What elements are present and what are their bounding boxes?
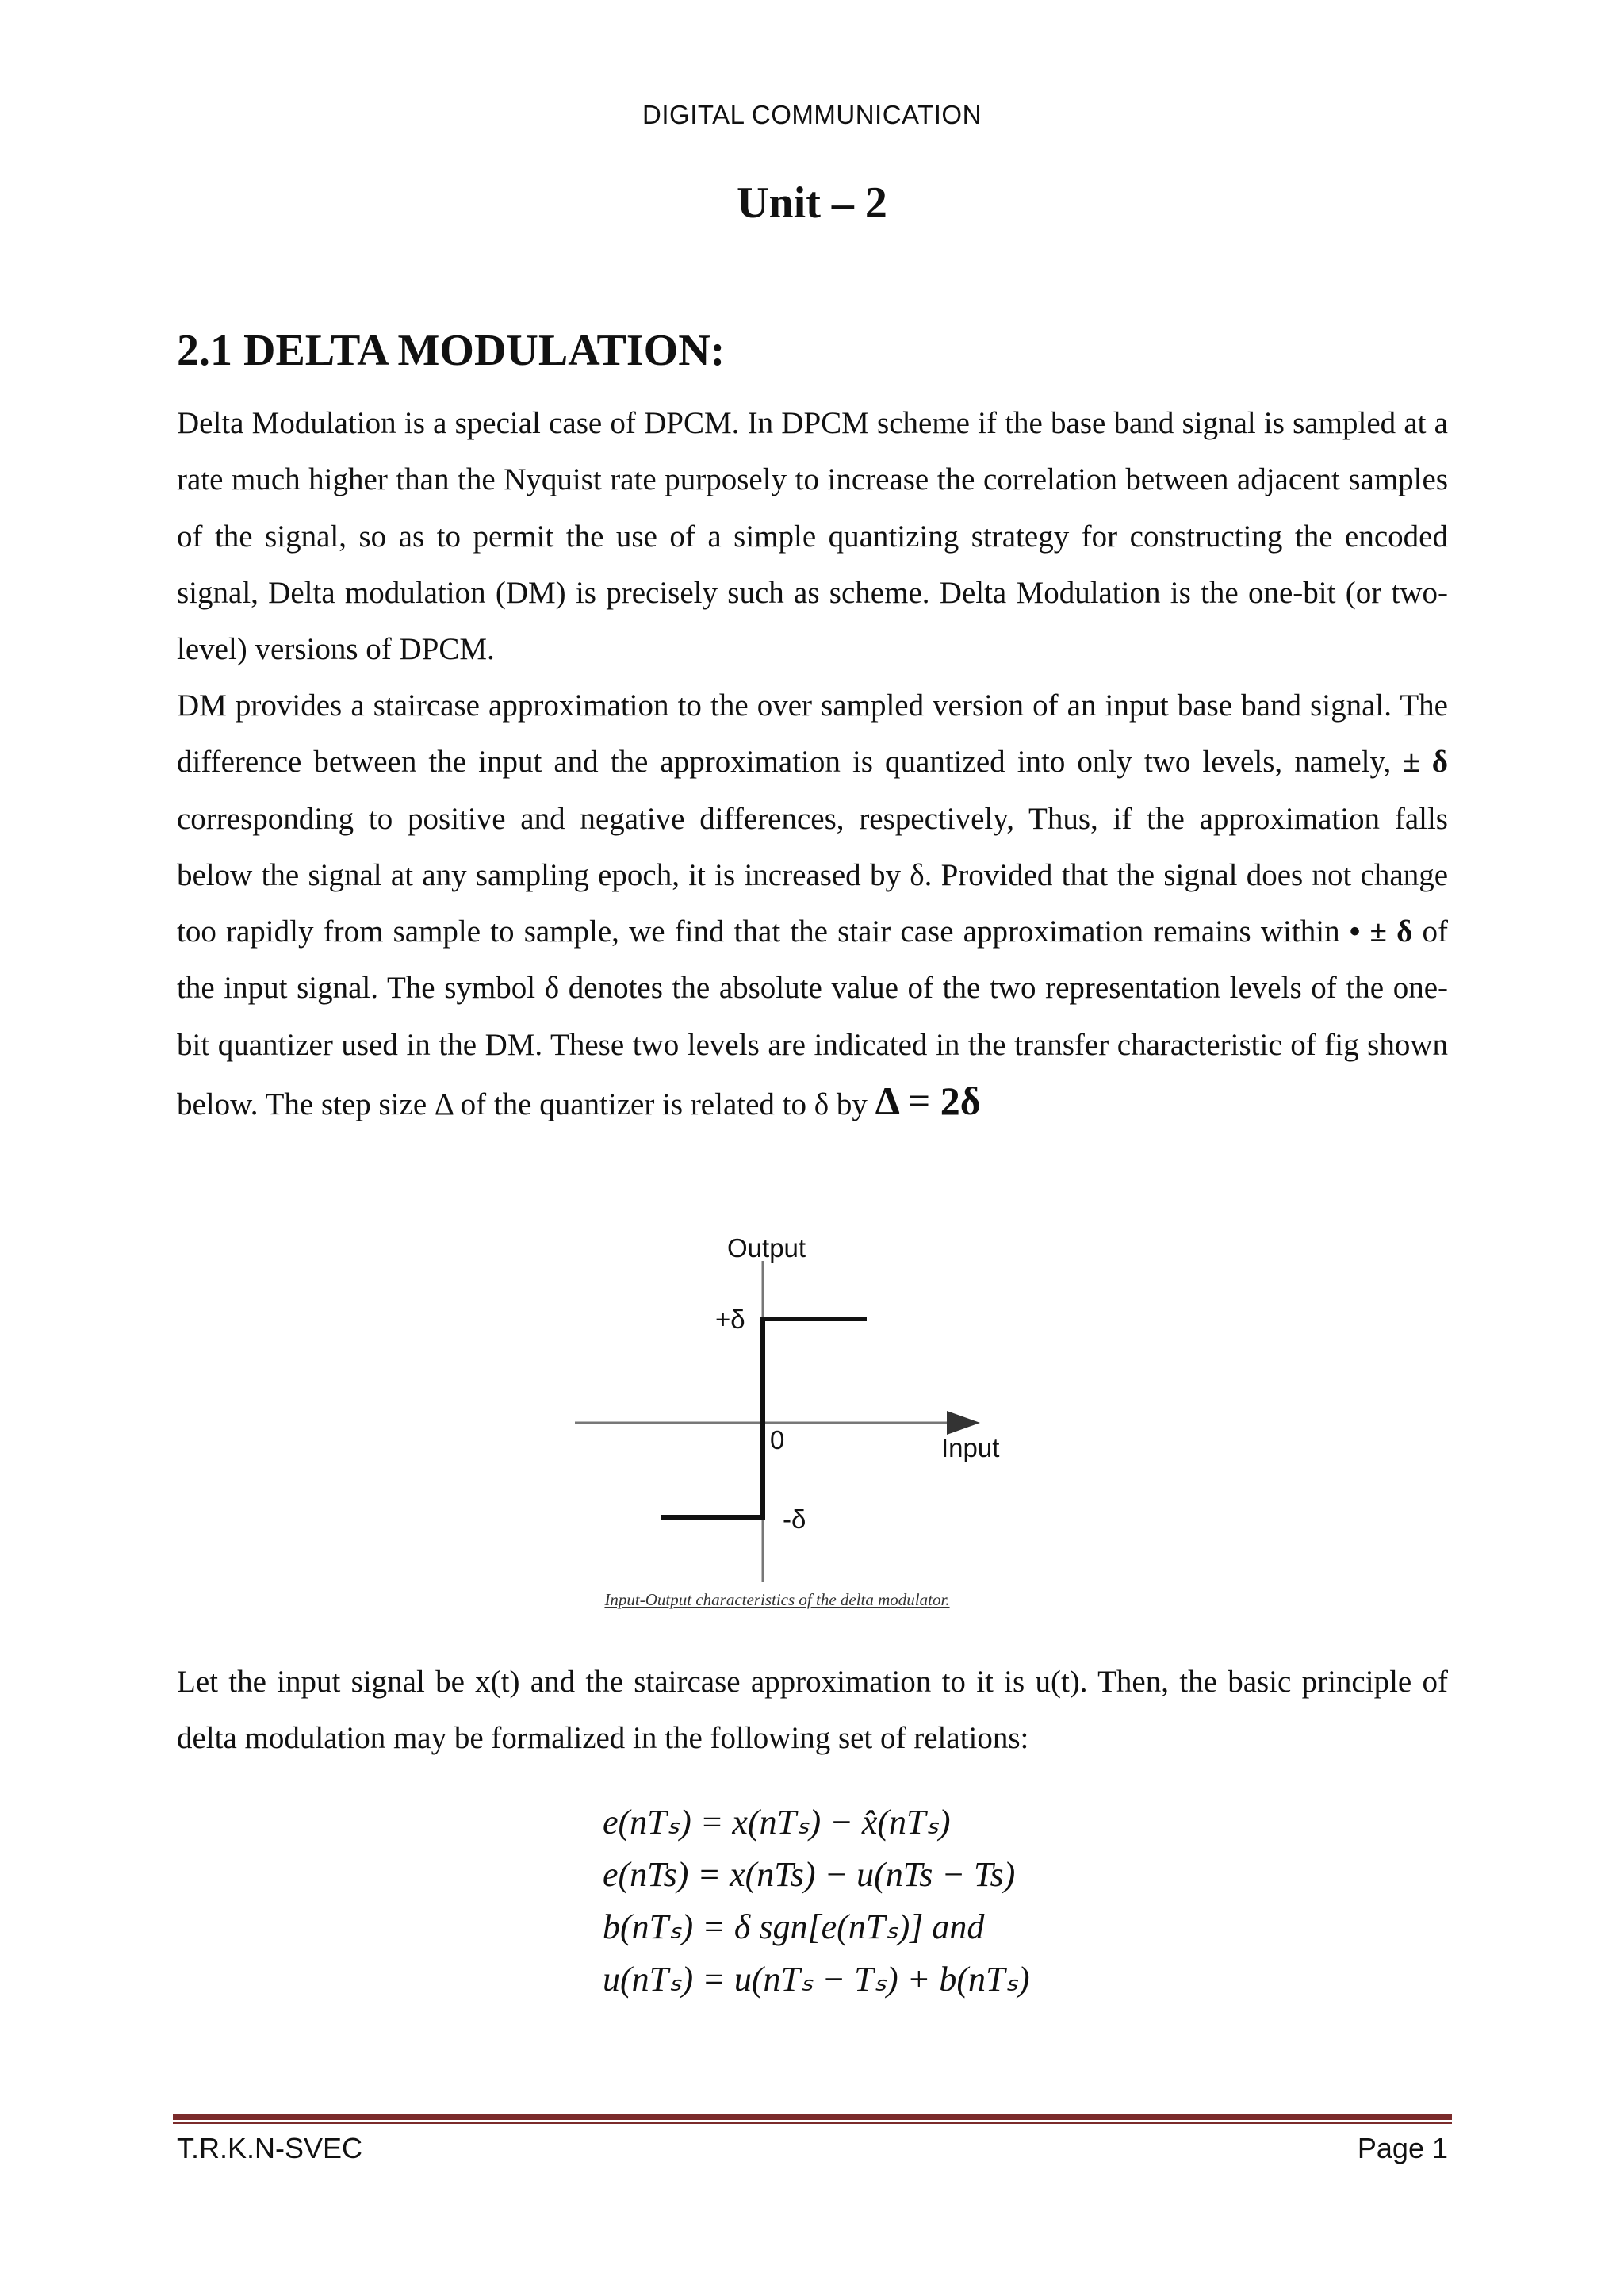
input-axis-label: Input <box>941 1433 1000 1462</box>
bullet-plus-minus-delta: • ± δ <box>1349 914 1413 949</box>
origin-label: 0 <box>770 1425 785 1455</box>
paragraph-text: DM provides a staircase approximation to the over sampled version of an input base band signal. The difference between the input and the approximation is quantized into only two levels, namely, <box>177 688 1448 780</box>
equation-quantizer-output: b(nTₛ) = δ sgn[e(nTₛ)] and <box>603 1907 985 1946</box>
footer-rule-thin <box>173 2122 1452 2124</box>
step-size-relation: Δ = 2δ <box>875 1079 981 1124</box>
paragraph-text: corresponding to positive and negative differences, respectively, Thus, if the approximation falls below the signal at any sampling epoch, it is increased by δ. Provided that the signal does not change too rapidly from sample to sample, we find that the stair case approximation remains within <box>177 801 1448 949</box>
footer-rule <box>173 2114 1452 2120</box>
transfer-characteristic-plot <box>555 1217 1047 1630</box>
unit-title: Unit – 2 <box>737 178 887 228</box>
quantizer-characteristic-curve <box>661 1319 867 1517</box>
paragraph-staircase <box>177 677 1448 1133</box>
section-heading: 2.1 DELTA MODULATION: <box>177 326 726 375</box>
paragraph-text: of the input signal. The symbol δ denotes the absolute value of the two representation levels of the one-bit quantizer used in the DM. These two levels are indicated in the transfer characteristic of fig shown below. The step size Δ of the quantizer is related to δ by <box>177 914 1449 1122</box>
running-header: DIGITAL COMMUNICATION <box>642 100 982 129</box>
transfer-characteristic-figure <box>555 1217 1047 1630</box>
equation-block <box>603 1796 1078 2006</box>
plus-delta-label: +δ <box>715 1305 745 1334</box>
equation-staircase-update: u(nTₛ) = u(nTₛ − Tₛ) + b(nTₛ) <box>603 1960 1030 1999</box>
figure-caption: Input-Output characteristics of the delta modulator. <box>604 1590 950 1609</box>
plus-minus-delta: ± δ <box>1403 745 1448 780</box>
page-number: Page 1 <box>1357 2132 1448 2164</box>
equation-error: e(nTₛ) = x(nTₛ) − x̂(nTₛ) <box>603 1803 951 1842</box>
paragraph-intro: Delta Modulation is a special case of DPCM. In DPCM scheme if the base band signal is sampled at a rate much higher than the Nyquist rate purposely to increase the correlation between adjacent samples of the signal, so as to permit the use of a simple quantizing strategy for constructing the encoded signal, Delta modulation (DM) is precisely such as scheme. Delta Modulation is the one-bit (or two-level) versions of DPCM. <box>177 406 1448 667</box>
output-axis-label: Output <box>727 1233 806 1263</box>
footer-author: T.R.K.N-SVEC <box>177 2132 363 2164</box>
equation-error-staircase: e(nTs) = x(nTs) − u(nTs − Ts) <box>603 1855 1016 1894</box>
paragraph-relations-intro: Let the input signal be x(t) and the staircase approximation to it is u(t). Then, the basic principle of delta modulation may be formalized in the following set of relations: <box>177 1665 1448 1756</box>
minus-delta-label: -δ <box>783 1504 806 1534</box>
